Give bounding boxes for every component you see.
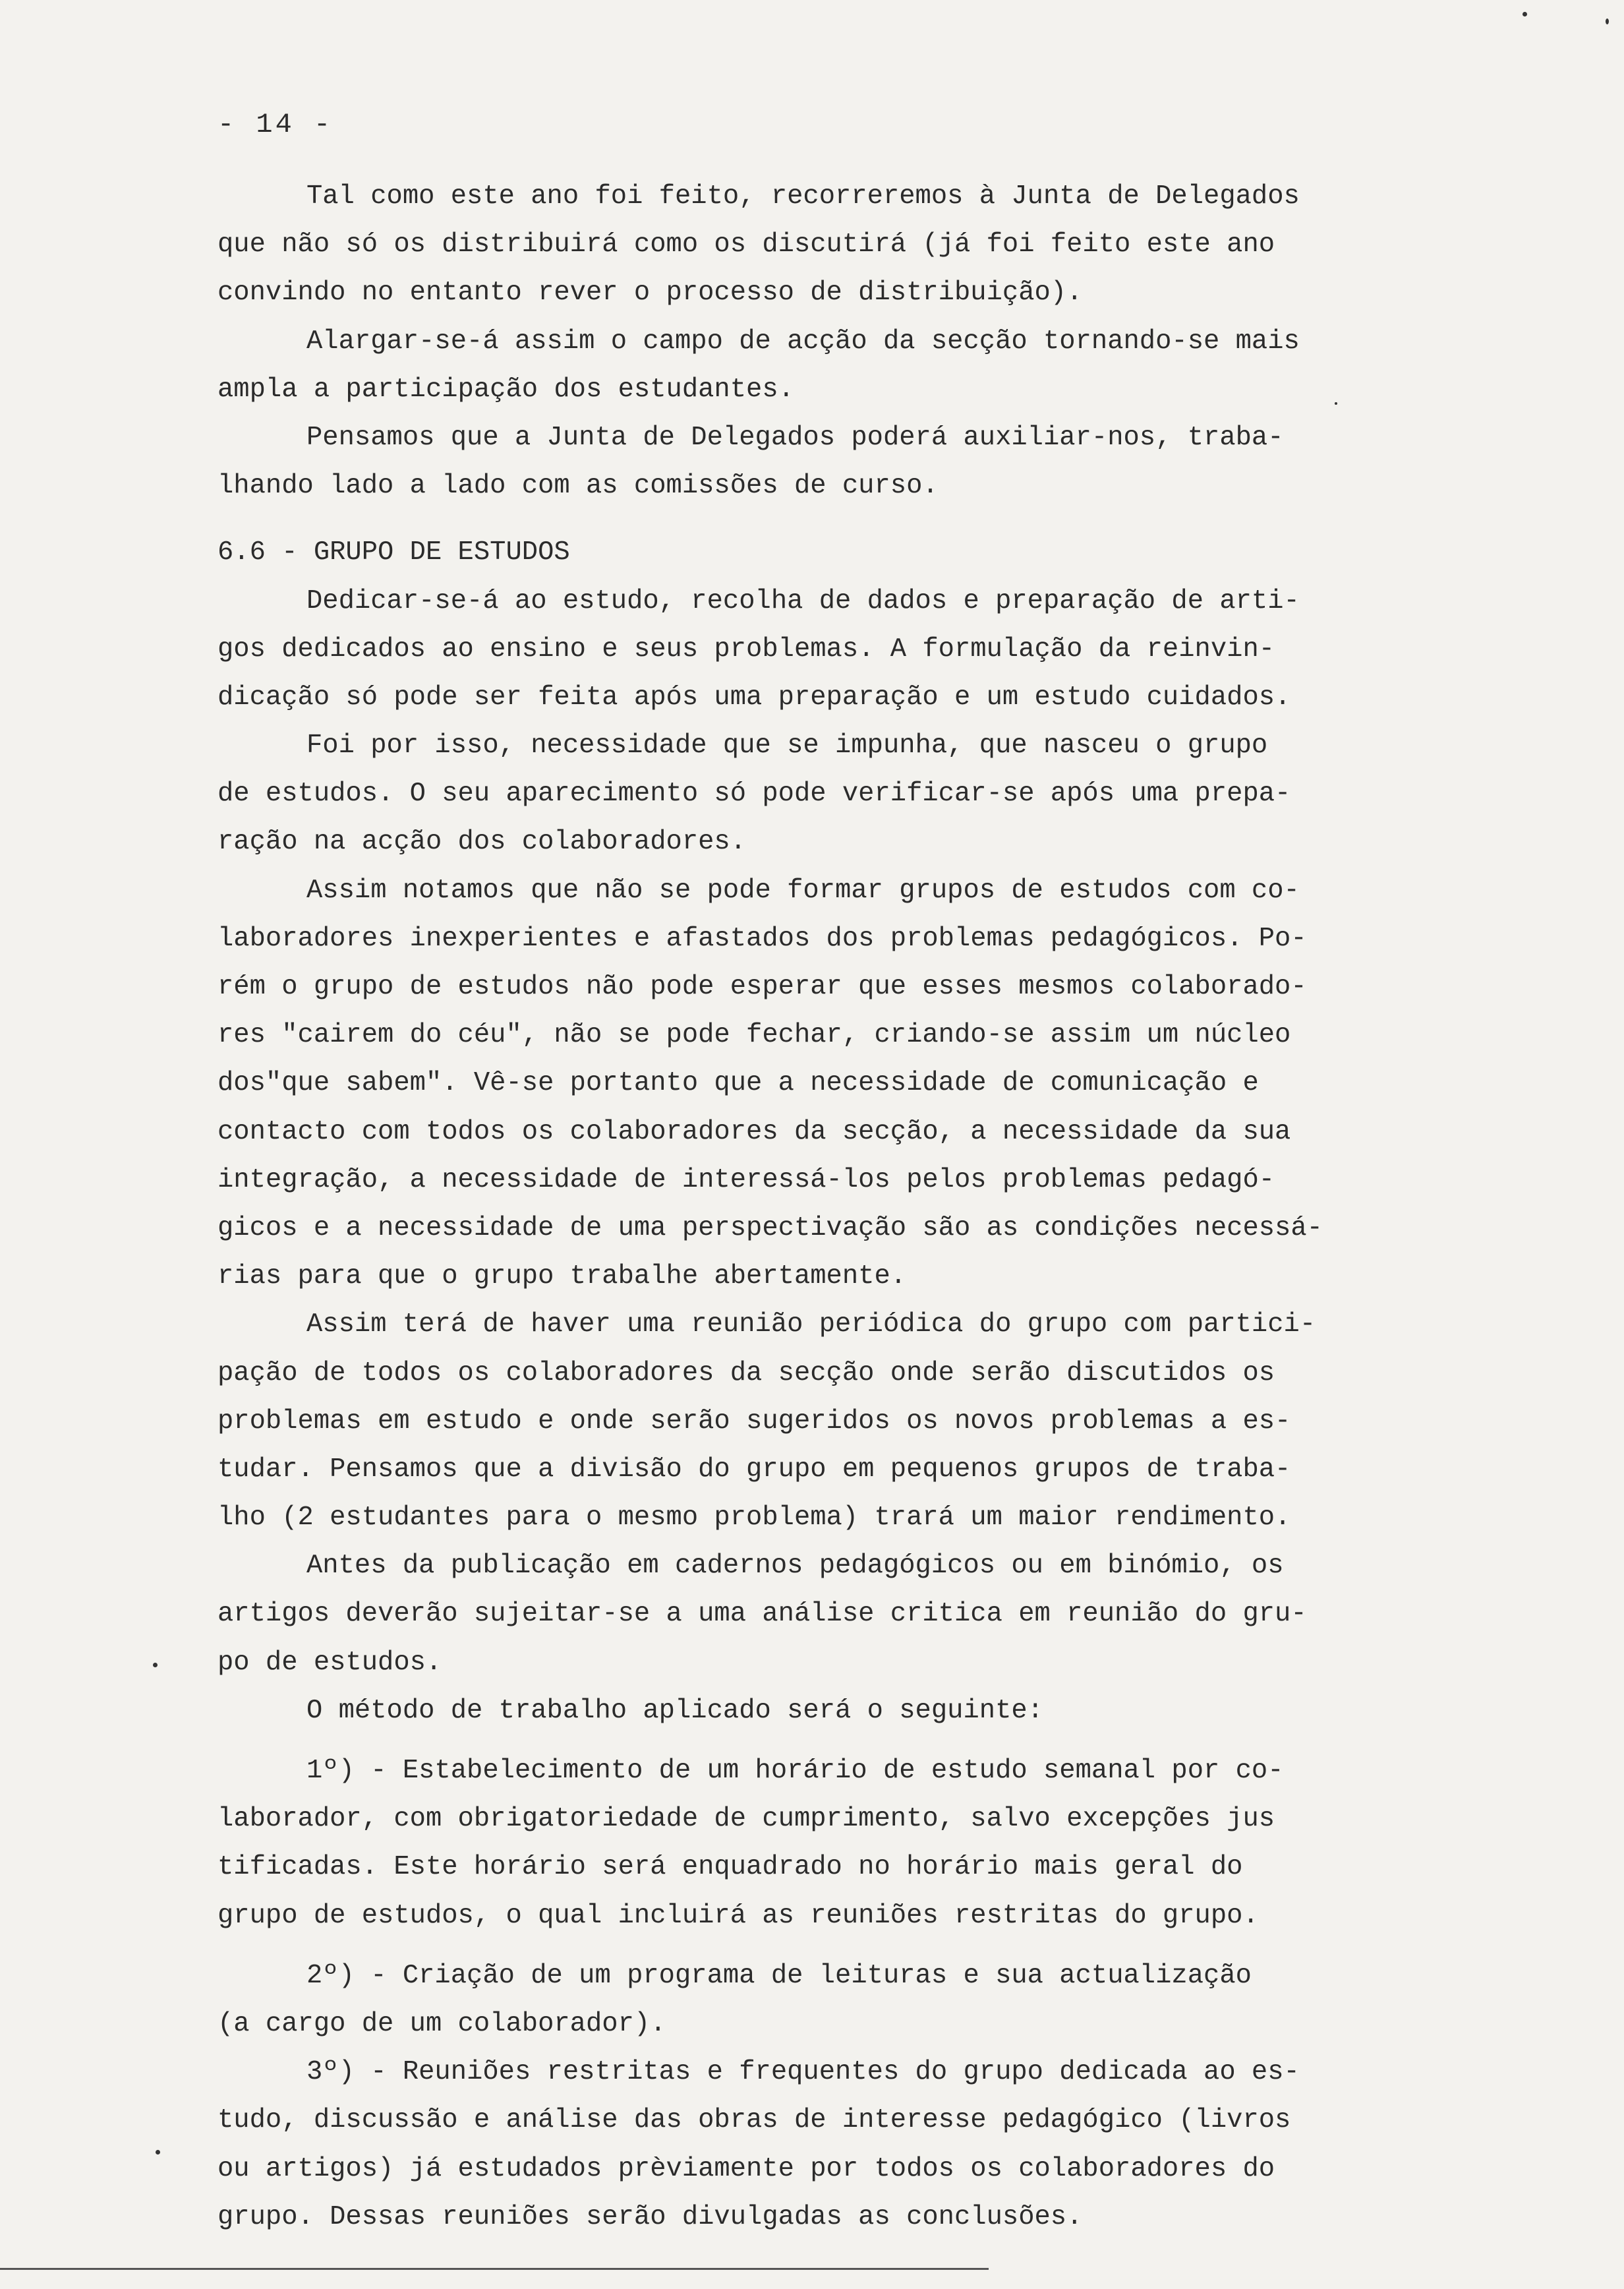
text-line: Dedicar-se-á ao estudo, recolha de dados e preparação de arti- (306, 585, 1300, 616)
text-line: integração, a necessidade de interessá-los pelos problemas pedagó- (218, 1164, 1275, 1195)
text-line: res "cairem do céu", não se pode fechar, criando-se assim um núcleo (218, 1020, 1291, 1051)
text-line: 2º) - Criação de um programa de leituras e sua actualização (306, 1960, 1252, 1991)
line-gap (218, 1940, 1483, 1952)
scan-speck (1606, 18, 1609, 24)
text-line: po de estudos. (218, 1647, 442, 1678)
text-line: tificadas. Este horário será enquadrado no horário mais geral do (218, 1852, 1243, 1883)
text-line: Assim notamos que não se pode formar grupos de estudos com co- (306, 875, 1300, 906)
text-line: gicos e a necessidade de uma perspectivação são as condições necessá- (218, 1212, 1323, 1243)
scan-speck (153, 1663, 158, 1667)
text-line: Assim terá de haver uma reunião periódica do grupo com partici- (306, 1309, 1316, 1340)
text-line: (a cargo de um colaborador). (218, 2008, 666, 2039)
text-line: Antes da publicação em cadernos pedagógicos ou em binómio, os (306, 1551, 1284, 1582)
text-line: dicação só pode ser feita após uma preparação e um estudo cuidados. (218, 682, 1291, 713)
text-line: pação de todos os colaboradores da secção onde serão discutidos os (218, 1357, 1275, 1388)
page-number: - 14 - (218, 109, 334, 140)
bottom-rule (0, 2268, 989, 2270)
text-line: 3º) - Reuniões restritas e frequentes do grupo dedicada ao es- (306, 2057, 1300, 2088)
text-line: de estudos. O seu aparecimento só pode verificar-se após uma prepa- (218, 779, 1291, 810)
text-line: ração na acção dos colaboradores. (218, 827, 747, 858)
text-line: convindo no entanto rever o processo de distribuição). (218, 278, 1083, 309)
text-line: Tal como este ano foi feito, recorreremos à Junta de Delegados (306, 181, 1300, 212)
text-line: rém o grupo de estudos não pode esperar que esses mesmos colaborado- (218, 972, 1307, 1002)
body-text (218, 173, 1483, 2242)
text-line: tudo, discussão e análise das obras de interesse pedagógico (livros (218, 2105, 1291, 2136)
text-line: gos dedicados ao ensino e seus problemas. A formulação da reinvin- (218, 634, 1275, 665)
scan-speck (1522, 12, 1527, 16)
text-line: grupo de estudos, o qual incluirá as reuniões restritas do grupo. (218, 1900, 1259, 1931)
text-line: laboradores inexperientes e afastados dos problemas pedagógicos. Po- (218, 923, 1307, 954)
text-line: tudar. Pensamos que a divisão do grupo em pequenos grupos de traba- (218, 1454, 1291, 1485)
line-gap (218, 1735, 1483, 1747)
text-line: Foi por isso, necessidade que se impunha, que nasceu o grupo (306, 730, 1268, 761)
text-line: ou artigos) já estudados prèviamente por todos os colaboradores do (218, 2153, 1275, 2184)
text-line: problemas em estudo e onde serão sugeridos os novos problemas a es- (218, 1406, 1291, 1437)
text-line: que não só os distribuirá como os discutirá (já foi feito este ano (218, 229, 1275, 260)
text-line: laborador, com obrigatoriedade de cumprimento, salvo excepções jus (218, 1804, 1275, 1835)
text-line: artigos deverão sujeitar-se a uma análise critica em reunião do gru- (218, 1599, 1307, 1630)
text-line: lhando lado a lado com as comissões de curso. (218, 471, 939, 502)
text-line: Alargar-se-á assim o campo de acção da secção tornando-se mais (306, 326, 1300, 357)
text-line: rias para que o grupo trabalhe abertamente. (218, 1261, 907, 1292)
text-line: contacto com todos os colaboradores da secção, a necessidade da sua (218, 1116, 1291, 1147)
text-line: grupo. Dessas reuniões serão divulgadas as conclusões. (218, 2201, 1083, 2232)
text-line: Pensamos que a Junta de Delegados poderá auxiliar-nos, traba- (306, 422, 1284, 453)
text-line: ampla a participação dos estudantes. (218, 374, 794, 405)
scan-speck (1335, 402, 1337, 405)
text-line: dos"que sabem". Vê-se portanto que a necessidade de comunicação e (218, 1068, 1259, 1099)
text-line: lho (2 estudantes para o mesmo problema) trará um maior rendimento. (218, 1502, 1291, 1533)
scan-speck (156, 2150, 160, 2155)
text-line: 1º) - Estabelecimento de um horário de estudo semanal por co- (306, 1756, 1284, 1786)
text-line: O método de trabalho aplicado será o seguinte: (306, 1695, 1043, 1726)
section-heading: 6.6 - GRUPO DE ESTUDOS (218, 537, 570, 568)
